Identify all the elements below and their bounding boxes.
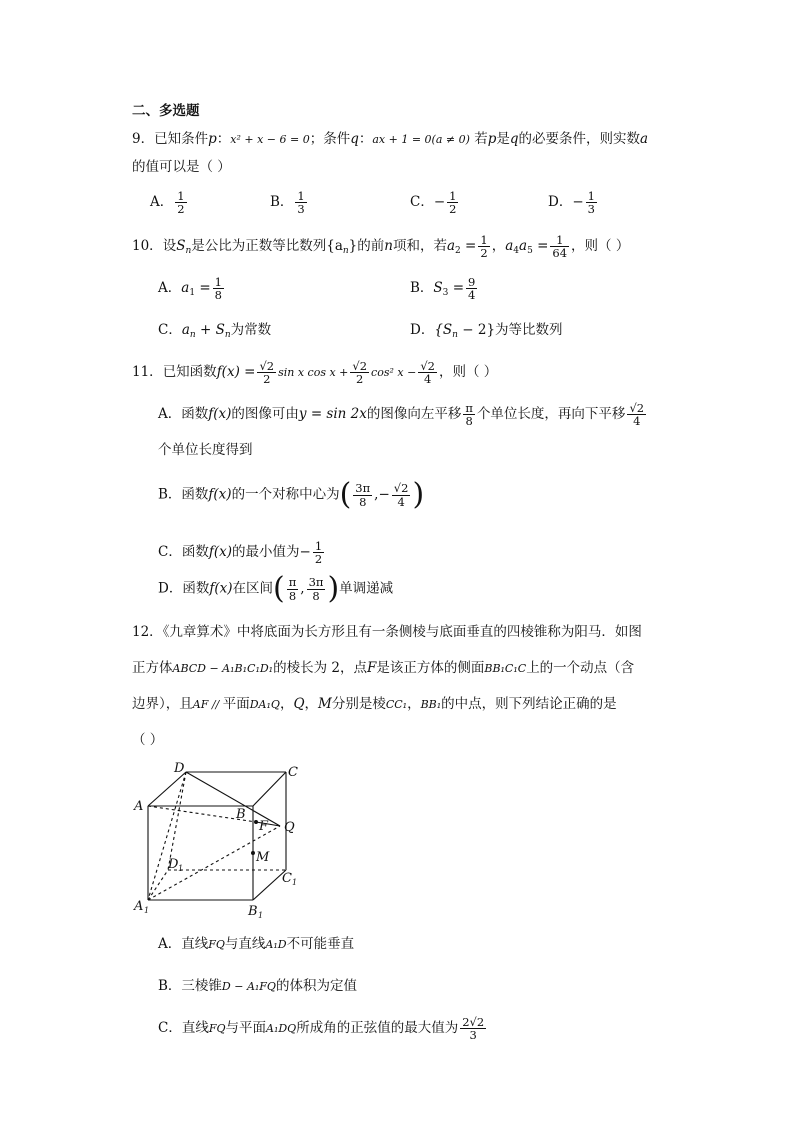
expr: FQ [208, 938, 225, 951]
q12-text: 分别是棱 [331, 696, 386, 712]
option-text: 直线 [181, 1020, 209, 1037]
line-DA1 [148, 772, 186, 900]
q11-term: cos² x − [371, 366, 417, 380]
fraction [466, 276, 477, 301]
option-label: D． [158, 580, 183, 597]
q11-option-c[interactable] [158, 540, 326, 565]
q12-face: BB₁C₁C [484, 662, 527, 675]
option-text: 的体积为定值 [275, 978, 357, 994]
fraction: $\frac{√2}{4}$ [420, 359, 435, 387]
option-label: C． [410, 194, 434, 211]
q12-edge: CC₁ [385, 698, 408, 711]
denominator: 8 [214, 288, 222, 303]
q12-text: 平面 [222, 696, 250, 712]
question-12-line3 [132, 696, 617, 712]
option-text: 三棱锥 [181, 978, 222, 994]
q12-var-M: M [318, 696, 332, 712]
option-label: C． [158, 322, 182, 338]
q9-text: 若 [474, 131, 488, 147]
q9-var-p: p [208, 131, 217, 147]
numerator: 1 [550, 234, 569, 247]
fraction [175, 190, 186, 215]
option-label: C． [158, 544, 182, 561]
label-A1-sub: 1 [144, 906, 150, 915]
q12-text: ， [279, 696, 294, 712]
fraction [213, 276, 224, 301]
q12-var-Q: Q [293, 696, 305, 712]
fraction: $\frac{√2}{4}$ [629, 401, 645, 429]
q9-condition-q: ax + 1 = 0(a ≠ 0) [372, 133, 470, 146]
denominator: 8 [359, 494, 367, 509]
radicand: 2 [636, 401, 645, 415]
option-label: D． [410, 322, 435, 338]
q11-option-b[interactable]: B．函数f(x)的一个对称中心为( $\frac{3\pi}{8}$ ,− $\frac{√2}{4}$ ) [158, 477, 425, 512]
q9-text: 的必要条件，则实数 [518, 131, 640, 147]
sign: − [433, 194, 446, 211]
denominator: 2 [449, 202, 457, 217]
q10-option-a[interactable]: A．$a_1$ = $\frac{1}{8}$ [158, 275, 222, 303]
q10-sequence: {a [326, 238, 343, 255]
q12-text: 边界），且 [132, 696, 193, 712]
q12-text: 上的一个动点（含 [526, 660, 635, 676]
option-text: 的图像可由 [231, 406, 299, 423]
fx: f(x) [208, 406, 232, 423]
fx: f(x) [209, 580, 233, 597]
label-Q: Q [284, 820, 295, 835]
fx: f(x) [208, 544, 232, 561]
numerator: 1 [177, 189, 185, 203]
fraction: $\frac{√2}{2}$ [352, 359, 368, 387]
point-M [251, 851, 255, 855]
question-9-stem: 9．已知条件p：x² + x − 6 = 0；条件q：ax + 1 = 0(a ≠ 0) 若p是q的必要条件，则实数a [132, 131, 649, 147]
denominator: 2 [480, 246, 488, 261]
q10-text: 设 [162, 238, 177, 255]
option-text: 的一个对称中心为 [231, 486, 340, 503]
q10-var-a: a [446, 238, 456, 255]
denominator: 4 [397, 494, 405, 509]
numerator: 1 [297, 189, 305, 203]
denominator: 4 [633, 414, 641, 429]
denominator: 4 [468, 288, 476, 303]
label-A1: A [134, 899, 144, 914]
fraction [307, 576, 326, 601]
coefficient: 2 [462, 1015, 470, 1029]
denominator: 2 [314, 552, 323, 567]
question-11-stem [132, 360, 497, 385]
option-label: C． [158, 1020, 182, 1037]
radicand: 2 [266, 359, 275, 373]
q10-var-a: a [505, 238, 514, 255]
q9-option-c[interactable] [410, 190, 460, 215]
denominator: 2 [177, 202, 185, 217]
numerator: π [465, 401, 473, 415]
option-text: 个单位长度，再向下平移 [476, 406, 626, 423]
option-text: 直线 [181, 936, 209, 952]
fraction [287, 576, 299, 601]
option-label: B． [158, 978, 182, 994]
q10-text: 项和，若 [392, 238, 447, 255]
q11-term: sin x cos x + [278, 366, 349, 380]
option-text: 的图像向左平移 [366, 406, 462, 423]
q10-text: ，则（ ） [571, 238, 630, 255]
edge-BC [253, 772, 286, 806]
line-DQ [186, 772, 280, 826]
expr: y = sin 2x [298, 406, 367, 423]
label-A: A [134, 799, 144, 814]
fraction [586, 190, 597, 215]
expr: FQ [208, 1022, 226, 1036]
var: S [433, 280, 443, 297]
option-text: 不可能垂直 [286, 936, 355, 952]
fraction: $\frac{√2}{4}$ [393, 481, 409, 509]
q12-text: 《九章算术》中将底面为长方形且有一条侧棱与底面垂直的四棱锥称为阳马．如图 [162, 624, 642, 640]
option-text: 函数 [182, 580, 210, 597]
q12-text: 是该正方体的侧面 [376, 660, 485, 676]
numerator: 9 [468, 275, 476, 289]
separator: ,− [374, 486, 390, 503]
label-C1-sub: 1 [292, 878, 298, 887]
fraction [295, 190, 306, 215]
option-label: B． [158, 486, 182, 503]
label-C: C [288, 765, 298, 780]
q9-text: ；条件 [309, 131, 351, 147]
var: a [181, 280, 190, 297]
fx: f(x) [208, 486, 232, 503]
q10-option-d[interactable]: D．$\{S_n - 2\}$为等比数列 [410, 322, 563, 340]
q9-var-q: q [350, 131, 359, 147]
denominator: 3 [587, 202, 595, 217]
numerator: 1 [449, 189, 457, 203]
numerator: 1 [314, 539, 323, 553]
option-text: 与直线 [224, 936, 266, 952]
option-text: 为等比数列 [495, 322, 563, 338]
option-text: 函数 [181, 406, 209, 423]
option-label: B． [410, 280, 434, 297]
question-12-line2 [132, 660, 634, 676]
q12-text: 的棱长为 2，点 [273, 660, 367, 676]
edge-A1D1 [148, 870, 168, 900]
expr: A₁D [265, 938, 287, 951]
section-title: 二、多选题 [132, 103, 200, 119]
q10-text: }的前 [348, 238, 385, 255]
fraction [478, 234, 489, 259]
q11-option-d[interactable]: D．函数f(x)在区间( $\frac{\pi}{8}$ , $\frac{3\pi}{8}$ )单调递减 [158, 571, 394, 606]
radicand: 2 [476, 1015, 485, 1029]
question-10-stem: 10．设$S_n$是公比为正数等比数列$\{a_n\}$的前n项和，若$a_2$ = $\frac{1}{2}$ ，$a_4a_5$ = $\frac{1}{64}$ ，则（ ） [132, 233, 630, 261]
q12-edge: BB₁ [420, 698, 442, 711]
numerator: 1 [587, 189, 595, 203]
question-12-line1 [132, 624, 642, 640]
q9-option-b[interactable] [270, 190, 309, 215]
option-text: 所成角的正弦值的最大值为 [296, 1020, 459, 1037]
denominator: 2 [356, 372, 364, 387]
q11-option-a-line2: 个单位长度得到 [158, 442, 253, 458]
numerator: 1 [214, 275, 222, 289]
q12-text: 正方体 [132, 660, 173, 676]
q12-option-c[interactable] [158, 1016, 488, 1041]
option-text: 单调递减 [339, 580, 394, 597]
q9-text: 已知条件 [154, 131, 209, 147]
q9-var-q: q [509, 131, 519, 147]
q11-option-a[interactable] [158, 402, 648, 427]
radicand: 2 [427, 359, 435, 373]
denominator: 4 [423, 372, 432, 387]
label-M: M [256, 850, 270, 865]
label-B1-sub: 1 [258, 911, 264, 920]
option-label: A． [158, 280, 182, 297]
cube-figure [128, 760, 308, 920]
q9-option-a[interactable] [150, 190, 189, 215]
question-12-line4: （ ） [132, 732, 164, 748]
radicand: 2 [359, 359, 368, 373]
denominator: 2 [263, 372, 271, 387]
q11-fx: f(x) = [216, 364, 256, 381]
q9-condition-p: x² + x − 6 = 0 [230, 133, 310, 146]
q10-var-S: S [176, 238, 186, 255]
q12-var-F: F [366, 660, 377, 676]
option-text: 为常数 [230, 322, 272, 338]
denominator: 64 [552, 246, 568, 261]
option-text: 的最小值为 [232, 544, 300, 561]
option-text: 在区间 [232, 580, 273, 597]
expr: {S [434, 322, 453, 338]
denominator: 3 [297, 202, 305, 217]
q9-stem-line2: 的值可以是（ ） [132, 159, 231, 175]
option-label: A． [150, 194, 174, 211]
denominator: 8 [288, 588, 297, 603]
q12-option-b[interactable] [158, 978, 357, 994]
option-text: 与平面 [225, 1020, 266, 1037]
q12-cube: ABCD − A₁B₁C₁D₁ [172, 662, 274, 675]
fraction [463, 402, 475, 427]
q10-number: 10． [132, 238, 163, 255]
q10-var-n: n [384, 238, 393, 255]
numerator: 1 [480, 233, 488, 247]
q9-var-p: p [487, 131, 497, 147]
q10-option-c[interactable]: C．$a_n + S_n$为常数 [158, 322, 272, 340]
denominator: 3 [469, 1028, 477, 1043]
q12-plane: DA₁Q [249, 698, 280, 711]
q12-text: ， [304, 696, 319, 712]
option-label: B． [270, 194, 294, 211]
denominator: 8 [465, 414, 473, 429]
label-B: B [236, 807, 246, 822]
option-label: A． [158, 406, 182, 423]
q11-number: 11． [132, 364, 163, 381]
edge-AD [148, 772, 186, 806]
q11-text: 已知函数 [162, 364, 217, 381]
sign: − [299, 544, 311, 561]
fraction [447, 190, 458, 215]
sign: − [572, 194, 584, 211]
numerator: 3π [308, 575, 324, 590]
denominator: 8 [312, 588, 320, 603]
q9-text: 是 [496, 131, 510, 147]
edge-DD1 [168, 772, 186, 870]
label-D1-sub: 1 [178, 864, 184, 873]
fraction [313, 540, 324, 565]
q9-option-d[interactable] [548, 190, 599, 215]
fraction: $\frac{√2}{2}$ [259, 359, 275, 387]
q9-number: 9． [132, 131, 155, 147]
label-D1: D [168, 857, 179, 872]
point-F [254, 820, 258, 824]
option-text: 函数 [181, 544, 209, 561]
numerator: 3π [355, 481, 371, 496]
q10-text: ， [491, 238, 506, 255]
fraction: $\frac{2√2}{3}$ [462, 1015, 485, 1043]
q10-text: 是公比为正数等比数列 [191, 238, 327, 255]
label-F: F [259, 819, 269, 834]
fraction [353, 482, 372, 507]
q12-text: ， [407, 696, 421, 712]
label-C1: C [282, 871, 292, 886]
q12-number: 12． [132, 624, 163, 640]
q12-text: 的中点，则下列结论正确的是 [441, 696, 617, 712]
expr: D − A₁FQ [221, 980, 276, 993]
q12-expr: AF // [192, 698, 223, 711]
label-D: D [174, 761, 185, 776]
option-label: A． [158, 936, 182, 952]
q11-text: ，则（ ） [438, 364, 498, 381]
label-B1: B [248, 904, 258, 919]
option-label: D． [548, 194, 573, 211]
fraction [550, 234, 569, 259]
numerator: π [288, 575, 297, 590]
q12-option-a[interactable] [158, 936, 354, 952]
q10-option-b[interactable]: B．$S_3$ = $\frac{9}{4}$ [410, 275, 476, 303]
expr: a [181, 322, 190, 338]
q9-var-a: a [640, 131, 649, 147]
option-text: 函数 [181, 486, 209, 503]
expr: A₁DQ [266, 1022, 297, 1036]
radicand: 2 [401, 481, 409, 496]
